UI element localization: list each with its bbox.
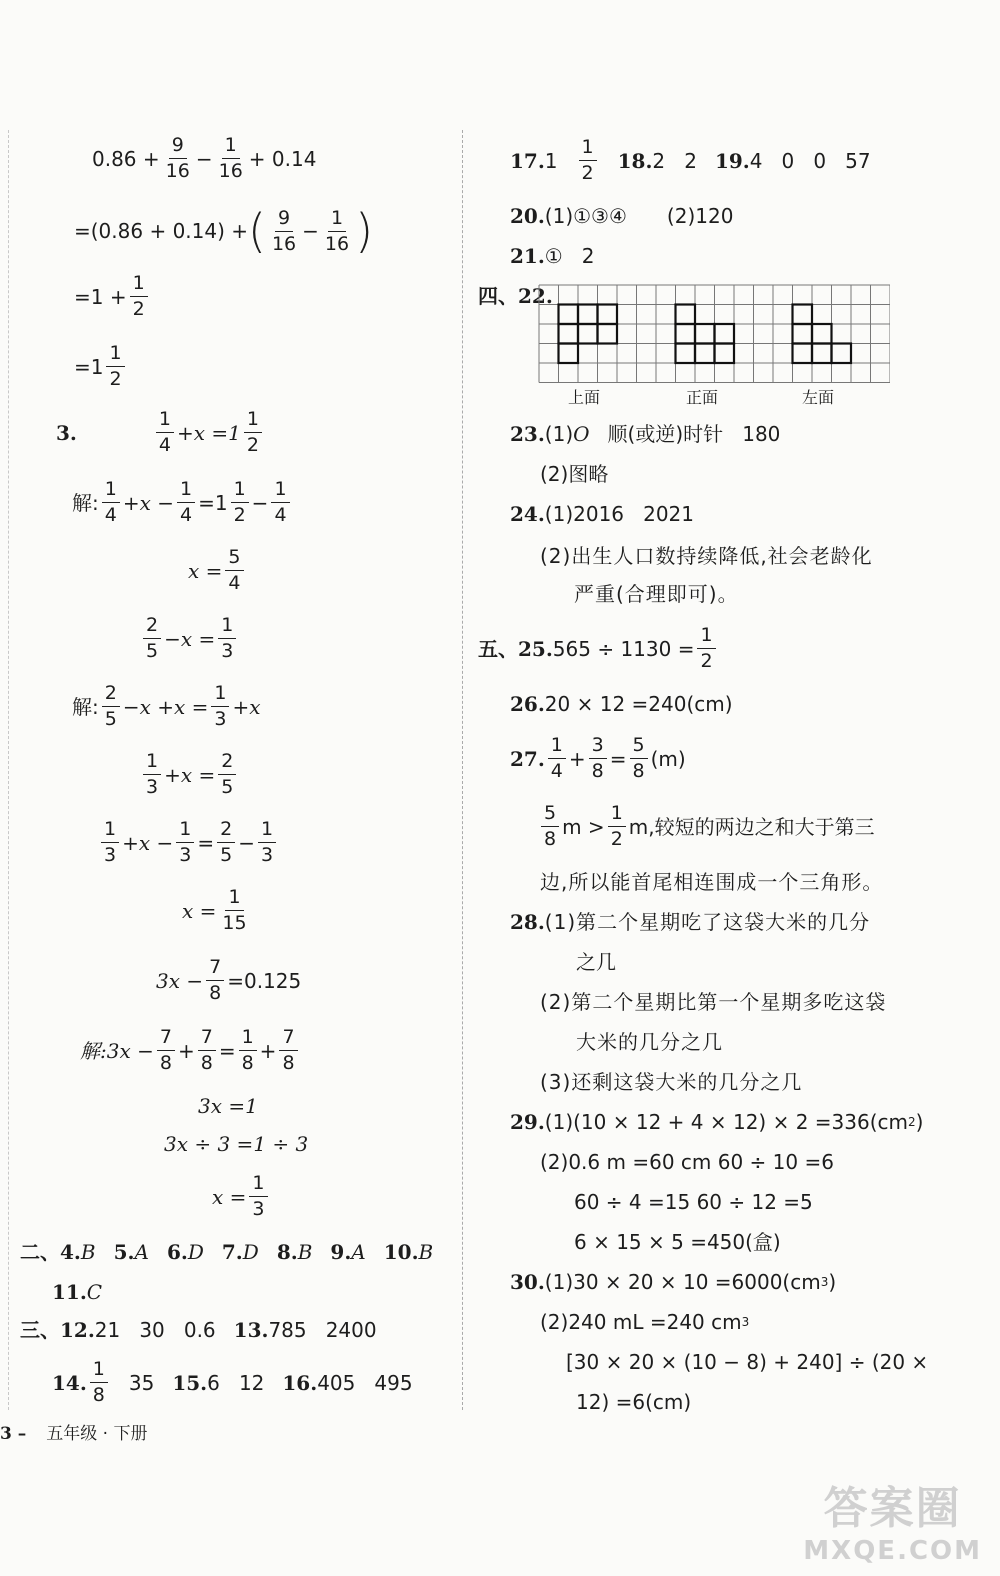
answer-27-line-2: $\frac{5}{8}$ m > $\frac{1}{2}$ m,较短的两边之和大于第三 <box>538 804 875 849</box>
answer-25: 五、 25. 565 ÷ 1130 = $\frac{1}{2}$ <box>478 626 719 671</box>
calc-line-4: =1 $\frac{1}{2}$ <box>74 344 128 389</box>
answer-28-cont: 之几 <box>576 950 616 974</box>
view-cell <box>598 305 618 325</box>
view-cell <box>715 344 735 364</box>
calc-line-1: 0.86 + $\frac{9}{16}$ − $\frac{1}{16}$ + 0.14 <box>92 134 317 182</box>
section-2-answers: 二、 4. B 5. A 6. D 7. D 8. B 9. A 10. B <box>20 1240 434 1264</box>
solution-1-result: x = $\frac{5}{4}$ <box>188 548 247 593</box>
solution-2-line-1: 解: $\frac{2}{5}$ −x +x = $\frac{1}{3}$ +x <box>72 682 261 730</box>
section-3-answers: 三、 12. 21 30 0.6 13. 785 2400 <box>20 1318 377 1342</box>
calc-line-3: =1 + $\frac{1}{2}$ <box>74 274 151 319</box>
view-cell <box>812 324 832 344</box>
solution-1-line-1: 解: $\frac{1}{4}$ +x − $\frac{1}{4}$ =1 $\frac{1}{2}$ − $\frac{1}{4}$ <box>72 480 293 525</box>
view-cell <box>793 305 813 325</box>
answer-30-part-2: (2)240 mL =240 cm 3 <box>540 1310 750 1334</box>
answer-22-heading: 四、 22. <box>478 284 553 308</box>
answer-29-part-2-line-3: 6 × 15 × 5 =450(盒) <box>574 1230 781 1254</box>
view-cell <box>578 324 598 344</box>
watermark <box>803 1472 982 1566</box>
answer-27: 27. $\frac{1}{4}$ + $\frac{3}{8}$ = $\frac{5}{8}$ (m) <box>510 734 686 782</box>
view-cell <box>695 344 715 364</box>
answer-24: 24. (1)2016 2021 <box>510 502 694 526</box>
solution-3-line-1: 解:3x − $\frac{7}{8}$ + $\frac{7}{8}$ = $\frac{1}{8}$ + $\frac{7}{8}$ <box>80 1028 301 1073</box>
view-cell <box>676 305 696 325</box>
section-2-answers-cont: 11. C <box>52 1280 103 1304</box>
answer-20: 20. (1)①③④ (2)120 <box>510 204 734 228</box>
page-footer <box>0 1426 147 1443</box>
equation-2: $\frac{2}{5}$ −x = $\frac{1}{3}$ <box>140 616 239 661</box>
answer-21: 21. ① 2 <box>510 244 595 268</box>
view-cell <box>793 324 813 344</box>
three-views-grid <box>538 284 890 389</box>
answer-28-part-2-cont: 大米的几分之几 <box>576 1030 723 1054</box>
view-cell <box>812 344 832 364</box>
view-cell <box>676 344 696 364</box>
answer-28-part-2: (2)第二个星期比第一个星期多吃这袋 <box>540 990 887 1014</box>
answer-29: 29. (1)(10 × 12 + 4 × 12) × 2 =336(cm 2 ) <box>510 1110 924 1134</box>
view-label-left: 左面 <box>802 388 835 407</box>
top-view-shape <box>559 305 618 364</box>
answer-29-part-2: (2)0.6 m =60 cm 60 ÷ 10 =6 <box>540 1150 834 1174</box>
grid-figure <box>538 284 890 384</box>
answer-29-part-2-line-2: 60 ÷ 4 =15 60 ÷ 12 =5 <box>574 1190 813 1214</box>
solution-2-line-2: $\frac{1}{3}$ +x = $\frac{2}{5}$ <box>140 752 239 797</box>
answer-30: 30. (1)30 × 20 × 10 =6000(cm 3 ) <box>510 1270 837 1294</box>
view-label-front: 正面 <box>686 388 719 407</box>
view-cell <box>559 344 579 364</box>
answer-28: 28. (1)第二个星期吃了这袋大米的几分 <box>510 910 871 934</box>
view-cell <box>793 344 813 364</box>
answer-24-part-2-cont: 严重(合理即可)。 <box>574 582 739 606</box>
left-margin-line <box>8 130 9 1410</box>
equation-3: 3x − $\frac{7}{8}$ =0.125 <box>156 956 302 1004</box>
view-cell <box>598 324 618 344</box>
question-3: 3. $\frac{1}{4}$ +x =1 $\frac{1}{2}$ <box>56 410 265 455</box>
answer-26: 26. 20 × 12 =240(cm) <box>510 692 733 716</box>
solution-3-line-2: 3x =1 <box>198 1094 258 1118</box>
solution-2-result: x = $\frac{1}{15}$ <box>182 886 247 934</box>
view-cell <box>695 324 715 344</box>
answers-17-19: 17. 1 $\frac{1}{2}$ 18. 2 2 19. 4 0 0 57 <box>510 136 871 184</box>
view-cell <box>715 324 735 344</box>
answer-23: 23. (1) O 顺(或逆)时针 180 <box>510 422 781 446</box>
view-cell <box>676 324 696 344</box>
section-3-answers-cont: 14. $\frac{1}{8}$ 35 15. 6 12 16. 405 495 <box>52 1358 413 1406</box>
column-divider <box>462 130 463 1410</box>
solution-3-result: x = $\frac{1}{3}$ <box>212 1174 271 1219</box>
solution-3-line-3: 3x ÷ 3 =1 ÷ 3 <box>164 1132 309 1156</box>
answer-23-part-2: (2)图略 <box>540 462 609 486</box>
answer-24-part-2: (2)出生人口数持续降低,社会老龄化 <box>540 544 873 568</box>
answer-28-part-3: (3)还剩这袋大米的几分之几 <box>540 1070 803 1094</box>
view-label-top: 上面 <box>568 388 601 407</box>
left-view-shape <box>793 305 852 364</box>
calc-line-2: =(0.86 + 0.14) + ( $\frac{9}{16}$ − $\frac{1}{16}$ ) <box>74 204 374 258</box>
front-view-shape <box>676 305 735 364</box>
page-number: 3 – <box>0 1424 27 1444</box>
view-cell <box>578 305 598 325</box>
grade-label: 五年级 · 下册 <box>46 1424 148 1444</box>
view-cell <box>832 344 852 364</box>
answer-27-line-3: 边,所以能首尾相连围成一个三角形。 <box>540 870 884 894</box>
answer-30-part-2-line-3: 12) =6(cm) <box>576 1390 692 1414</box>
view-cell <box>559 305 579 325</box>
watermark-text-bottom: MXQE.COM <box>803 1536 982 1566</box>
answer-30-part-2-line-2: [30 × 20 × (10 − 8) + 240] ÷ (20 × <box>566 1350 929 1374</box>
solution-2-line-3: $\frac{1}{3}$ +x − $\frac{1}{3}$ = $\frac{2}{5}$ − $\frac{1}{3}$ <box>98 820 279 865</box>
view-cell <box>559 324 579 344</box>
watermark-text-top: 答案圈 <box>823 1483 962 1534</box>
